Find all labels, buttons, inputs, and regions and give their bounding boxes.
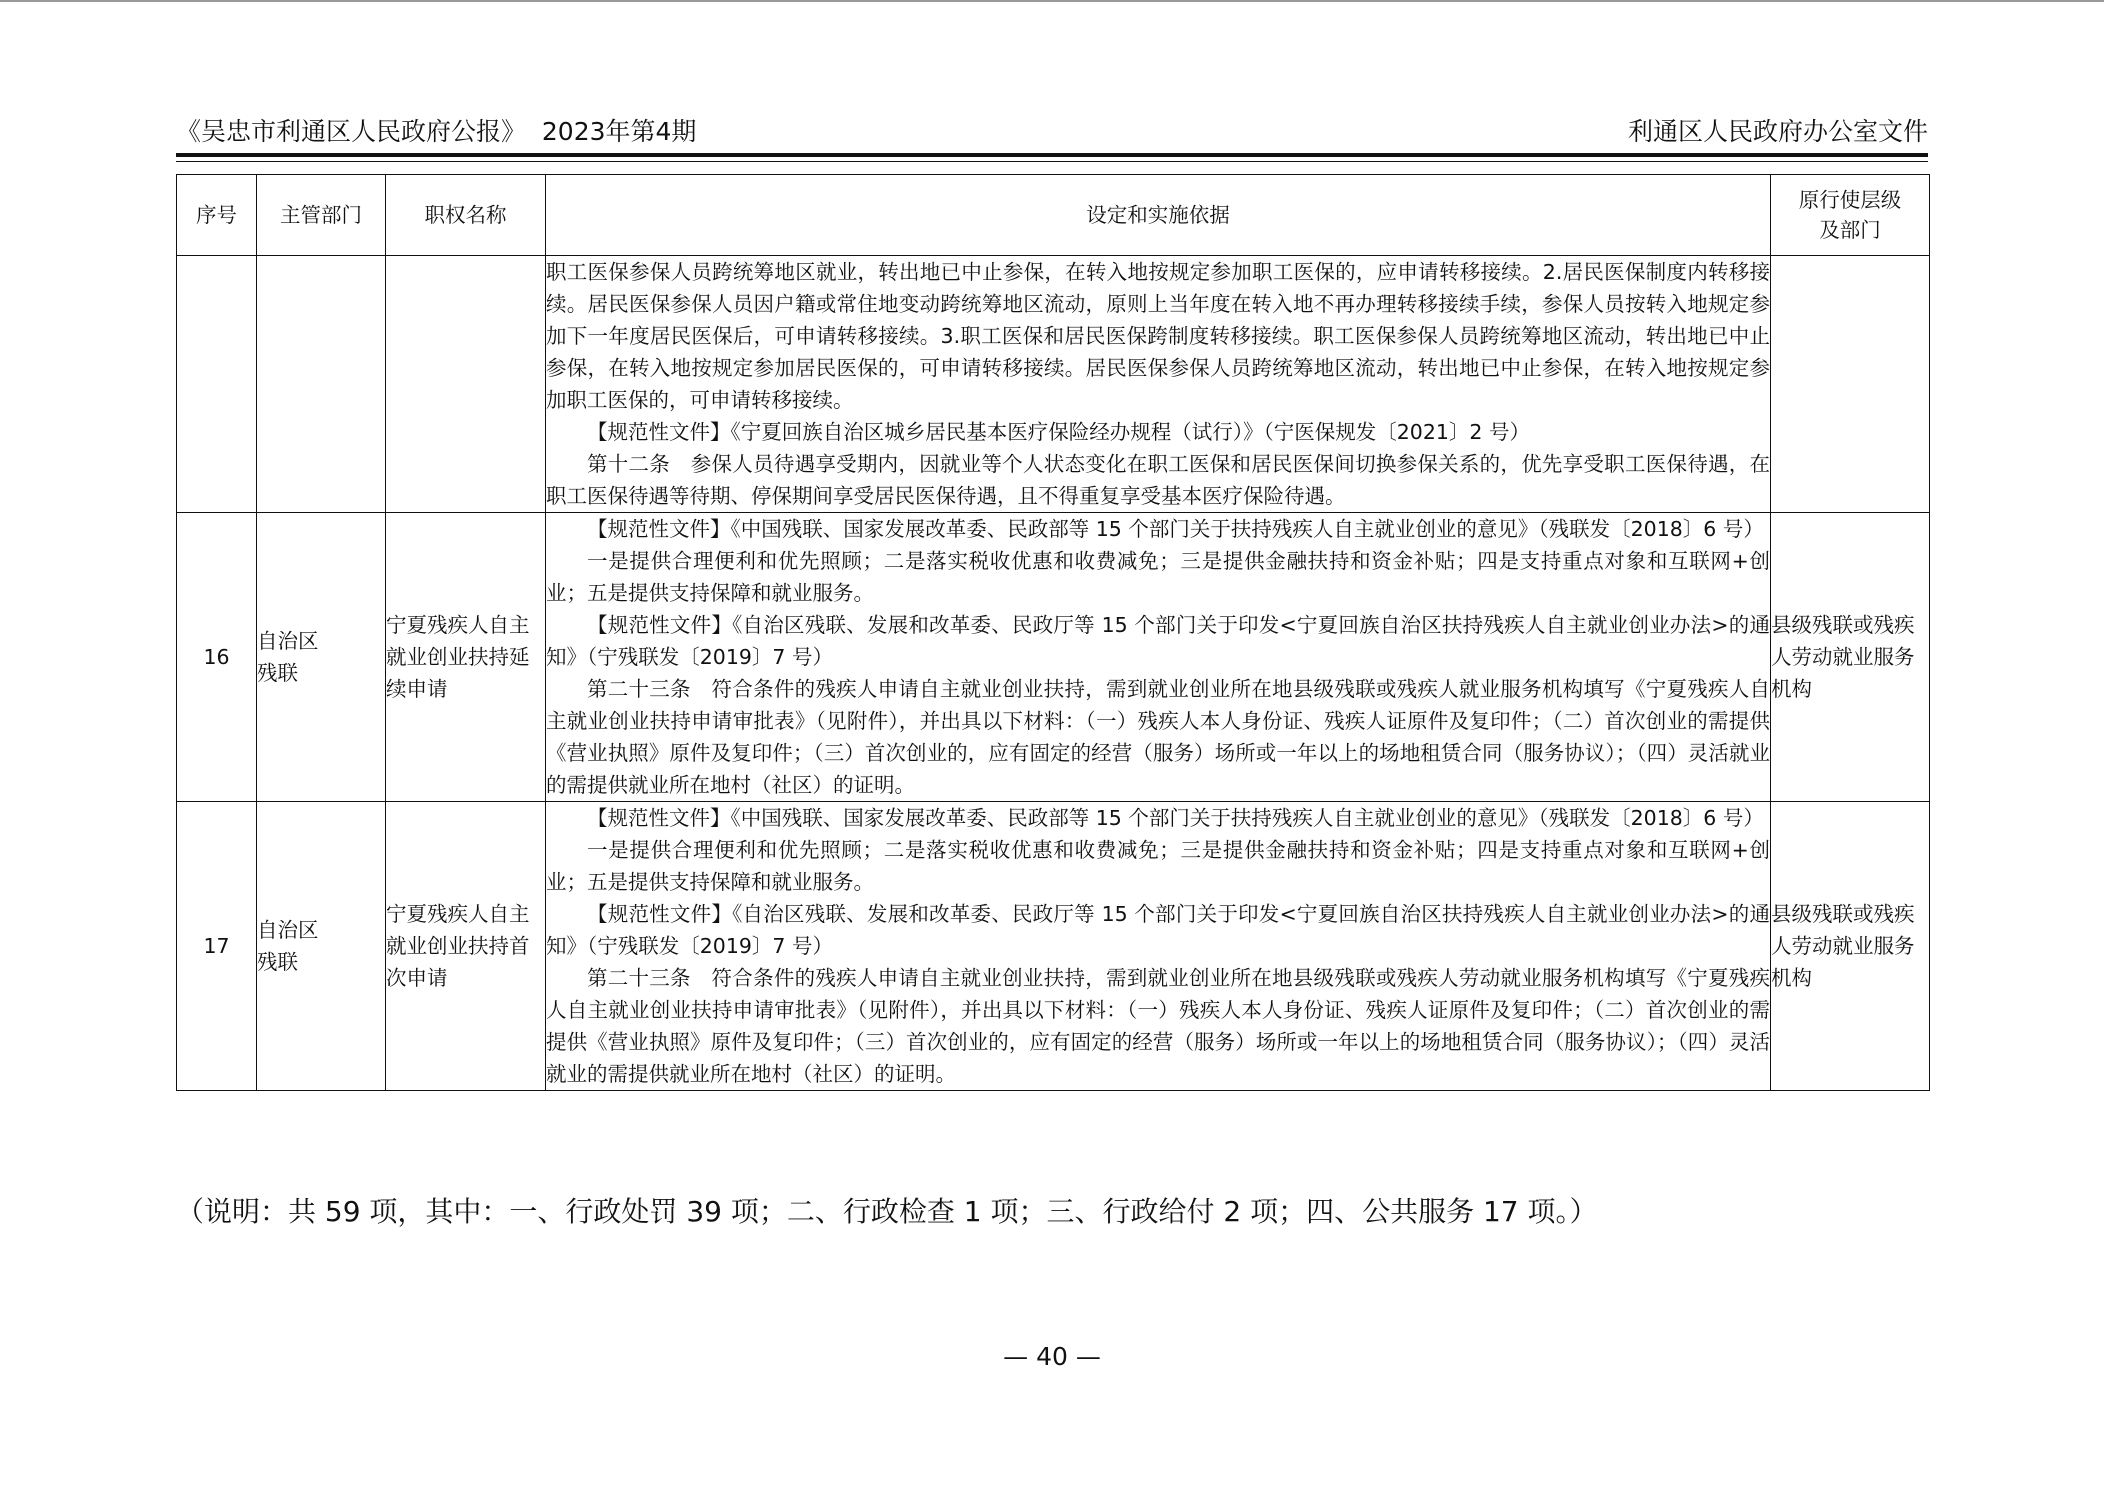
page-top-border	[0, 0, 2104, 2]
header-rule-thin	[176, 161, 1928, 162]
row-basis	[546, 513, 1771, 802]
row-department: 自治区 残联	[257, 513, 386, 802]
row-number: 17	[177, 802, 257, 1091]
basis-paragraph: 第二十三条 符合条件的残疾人申请自主就业创业扶持，需到就业创业所在地县级残联或残疾人就业服务机构填写《宁夏残疾人自主就业创业扶持申请审批表》（见附件），并出具以下材料：（一）残疾人本人身份证、残疾人证原件及复印件；（二）首次创业的需提供《营业执照》原件及复印件；（三）首次创业的，应有固定的经营（服务）场所或一年以上的场地租赁合同（服务协议）；（四）灵活就业的需提供就业所在地村（社区）的证明。	[546, 677, 1770, 797]
basis-paragraph: 第二十三条 符合条件的残疾人申请自主就业创业扶持，需到就业创业所在地县级残联或残疾人劳动就业服务机构填写《宁夏残疾人自主就业创业扶持申请审批表》（见附件），并出具以下材料：（一）残疾人本人身份证、残疾人证原件及复印件；（二）首次创业的需提供《营业执照》原件及复印件；（三）首次创业的，应有固定的经营（服务）场所或一年以上的场地租赁合同（服务协议）；（四）灵活就业的需提供就业所在地村（社区）的证明。	[546, 966, 1770, 1086]
row-level: 县级残联或残疾人劳动就业服务机构	[1771, 513, 1930, 802]
header-rule-thick	[176, 153, 1928, 157]
authority-table	[176, 174, 1930, 1091]
col-header-department: 主管部门	[257, 175, 386, 256]
basis-paragraph: 【规范性文件】《宁夏回族自治区城乡居民基本医疗保险经办规程（试行）》（宁医保规发〔2021〕2 号）	[587, 420, 1530, 444]
summary-note: （说明：共 59 项，其中：一、行政处罚 39 项；二、行政检查 1 项；三、行政给付 2 项；四、公共服务 17 项。）	[176, 1195, 1598, 1228]
row-basis	[546, 802, 1771, 1091]
table-header-row	[177, 175, 1930, 256]
row-level	[1771, 256, 1930, 513]
basis-paragraph: 【规范性文件】《中国残联、国家发展改革委、民政部等 15 个部门关于扶持残疾人自主就业创业的意见》（残联发〔2018〕6 号）	[587, 806, 1764, 830]
row-department: 自治区 残联	[257, 802, 386, 1091]
row-authority-name: 宁夏残疾人自主就业创业扶持延续申请	[386, 513, 546, 802]
row-basis	[546, 256, 1771, 513]
header-office-title: 利通区人民政府办公室文件	[1627, 117, 1928, 146]
table-row	[177, 802, 1930, 1091]
basis-paragraph: 一是提供合理便利和优先照顾；二是落实税收优惠和收费减免；三是提供金融扶持和资金补贴；四是支持重点对象和互联网+创业；五是提供支持保障和就业服务。	[546, 549, 1770, 605]
col-header-authority-name: 职权名称	[386, 175, 546, 256]
basis-paragraph: 一是提供合理便利和优先照顾；二是落实税收优惠和收费减免；三是提供金融扶持和资金补贴；四是支持重点对象和互联网+创业；五是提供支持保障和就业服务。	[546, 838, 1770, 894]
row-number: 16	[177, 513, 257, 802]
col-header-level: 原行使层级 及部门	[1771, 175, 1930, 256]
header-bulletin-title: 《吴忠市利通区人民政府公报》 2023年第4期	[176, 117, 697, 146]
page-header	[176, 108, 1928, 148]
page-number: — 40 —	[1003, 1342, 1101, 1371]
basis-paragraph: 第十二条 参保人员待遇享受期内，因就业等个人状态变化在职工医保和居民医保间切换参保关系的，优先享受职工医保待遇，在职工医保待遇等待期、停保期间享受居民医保待遇，且不得重复享受基本医疗保险待遇。	[546, 452, 1770, 508]
row-department	[257, 256, 386, 513]
row-level: 县级残联或残疾人劳动就业服务机构	[1771, 802, 1930, 1091]
table-row	[177, 256, 1930, 513]
row-number	[177, 256, 257, 513]
row-authority-name: 宁夏残疾人自主就业创业扶持首次申请	[386, 802, 546, 1091]
basis-paragraph: 【规范性文件】《自治区残联、发展和改革委、民政厅等 15 个部门关于印发<宁夏回族自治区扶持残疾人自主就业创业办法>的通知》（宁残联发〔2019〕7 号）	[546, 613, 1770, 669]
table-row	[177, 513, 1930, 802]
basis-paragraph: 职工医保参保人员跨统筹地区就业，转出地已中止参保，在转入地按规定参加职工医保的，应申请转移接续。2.居民医保制度内转移接续。居民医保参保人员因户籍或常住地变动跨统筹地区流动，原则上当年度在转入地不再办理转移接续手续，参保人员按转入地规定参加下一年度居民医保后，可申请转移接续。3.职工医保和居民医保跨制度转移接续。职工医保参保人员跨统筹地区流动，转出地已中止参保，在转入地按规定参加居民医保的，可申请转移接续。居民医保参保人员跨统筹地区流动，转出地已中止参保，在转入地按规定参加职工医保的，可申请转移接续。	[546, 260, 1770, 412]
table-body	[177, 256, 1930, 1091]
basis-paragraph: 【规范性文件】《中国残联、国家发展改革委、民政部等 15 个部门关于扶持残疾人自主就业创业的意见》（残联发〔2018〕6 号）	[587, 517, 1764, 541]
col-header-number: 序号	[177, 175, 257, 256]
col-header-basis: 设定和实施依据	[546, 175, 1771, 256]
basis-paragraph: 【规范性文件】《自治区残联、发展和改革委、民政厅等 15 个部门关于印发<宁夏回族自治区扶持残疾人自主就业创业办法>的通知》（宁残联发〔2019〕7 号）	[546, 902, 1770, 958]
row-authority-name	[386, 256, 546, 513]
